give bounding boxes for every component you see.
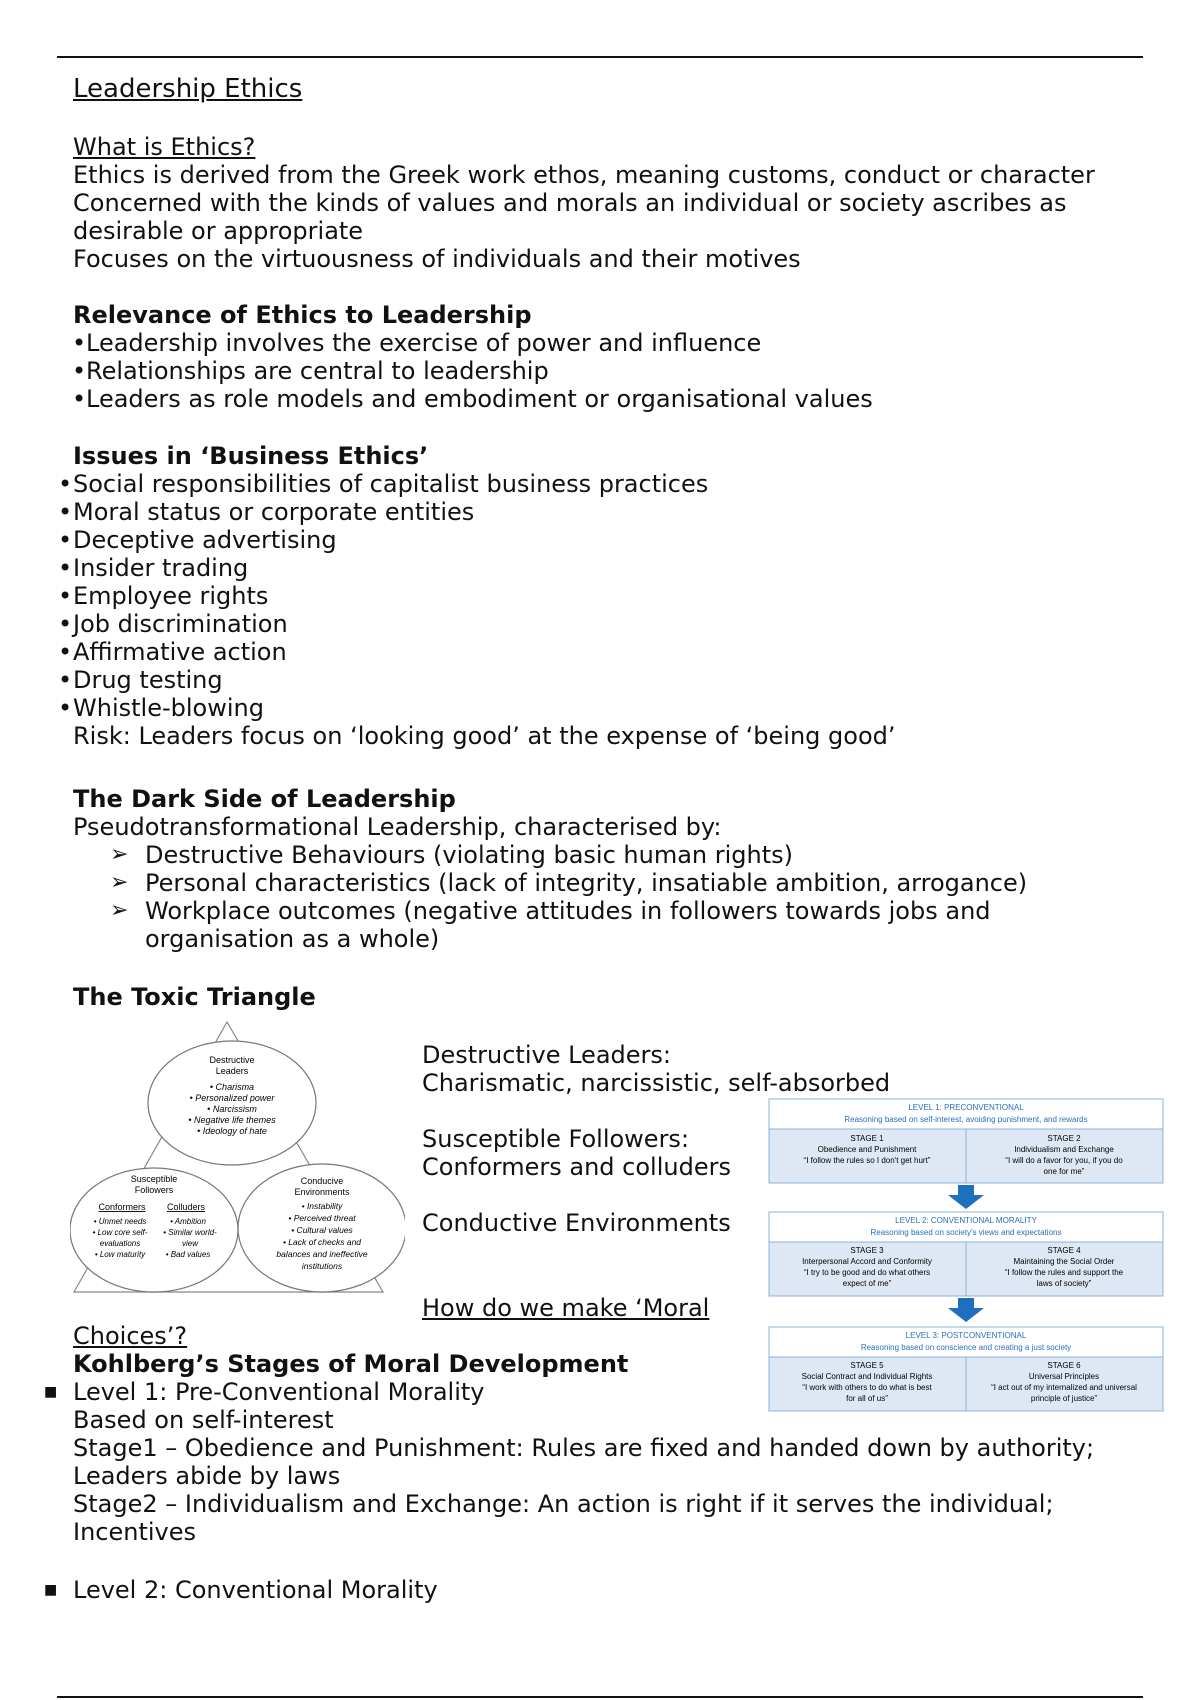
- stage2-quote: one for me”: [1043, 1167, 1085, 1176]
- arrow-bullet-icon: ➢: [110, 842, 129, 867]
- bullet-dot: •: [58, 498, 73, 526]
- level3-title: LEVEL 3: POSTCONVENTIONAL: [905, 1331, 1027, 1340]
- followers-title: Susceptible: [130, 1174, 178, 1184]
- square-bullet-icon: ■: [44, 1582, 58, 1598]
- stage5-quote: for all of us”: [846, 1394, 888, 1403]
- leaders-item: • Negative life themes: [188, 1115, 276, 1125]
- down-arrow-icon: [948, 1185, 984, 1209]
- stage3-quote: expect of me”: [842, 1279, 892, 1288]
- toxic-label: Conformers and colluders: [422, 1153, 731, 1181]
- what-heading: What is Ethics?: [73, 133, 256, 161]
- what-line: desirable or appropriate: [73, 217, 364, 245]
- stage4-label: STAGE 4: [1047, 1246, 1081, 1255]
- level3-subtitle: Reasoning based on conscience and creating a just society: [860, 1343, 1072, 1352]
- stage4-quote: laws of society”: [1036, 1279, 1092, 1288]
- stage2-name: Individualism and Exchange: [1014, 1145, 1114, 1154]
- toxic-triangle-diagram: [70, 1020, 405, 1295]
- kohlberg-line: Leaders abide by laws: [73, 1462, 341, 1490]
- stage3-quote: “I try to be good and do what others: [803, 1268, 931, 1277]
- bullet-dot: •: [72, 357, 87, 385]
- leaders-title: Destructive: [209, 1055, 255, 1065]
- environments-item: • Perceived threat: [288, 1213, 356, 1223]
- leaders-item: • Charisma: [209, 1082, 255, 1092]
- stage5-label: STAGE 5: [850, 1361, 884, 1370]
- stage1-quote: “I follow the rules so I don't get hurt”: [803, 1156, 931, 1165]
- colluder-item: • Ambition: [170, 1217, 206, 1226]
- kohlberg-stages-diagram: [768, 1098, 1164, 1416]
- level2-title: LEVEL 2: CONVENTIONAL MORALITY: [895, 1216, 1037, 1225]
- conformer-item: evaluations: [99, 1239, 141, 1248]
- environments-item: balances and ineffective: [276, 1249, 368, 1259]
- followers-title: Followers: [134, 1185, 174, 1195]
- stage4-name: Maintaining the Social Order: [1013, 1257, 1115, 1266]
- kohlberg-heading: Kohlberg’s Stages of Moral Development: [73, 1350, 629, 1378]
- issues-item: Drug testing: [73, 666, 223, 694]
- stage4-quote: “I follow the rules and support the: [1004, 1268, 1124, 1277]
- kohlberg-line: Based on self-interest: [73, 1406, 334, 1434]
- conformer-item: • Low core self-: [92, 1228, 148, 1237]
- square-bullet-icon: ■: [44, 1384, 58, 1400]
- moral-heading: How do we make ‘Moral: [422, 1294, 710, 1322]
- stage6-quote: “I act out of my internalized and universal: [991, 1383, 1137, 1392]
- kohlberg-line: Stage2 – Individualism and Exchange: An action is right if it serves the individual;: [73, 1490, 1054, 1518]
- arrow-bullet-icon: ➢: [110, 870, 129, 895]
- issues-item: Social responsibilities of capitalist business practices: [73, 470, 709, 498]
- level2-subtitle: Reasoning based on society's views and expectations: [870, 1228, 1062, 1237]
- colluder-item: • Similar world-: [163, 1228, 217, 1237]
- conformer-item: • Unmet needs: [93, 1217, 147, 1226]
- bullet-dot: •: [58, 694, 73, 722]
- toxic-label: Charismatic, narcissistic, self-absorbed: [422, 1069, 891, 1097]
- stage6-quote: principle of justice”: [1030, 1394, 1098, 1403]
- bullet-dot: •: [58, 610, 73, 638]
- toxic-heading: The Toxic Triangle: [73, 983, 316, 1011]
- colluder-item: view: [181, 1239, 199, 1248]
- stage1-label: STAGE 1: [850, 1134, 884, 1143]
- bullet-dot: •: [58, 526, 73, 554]
- moral-heading-cont: Choices’?: [73, 1322, 188, 1350]
- environments-item: institutions: [301, 1261, 343, 1271]
- issues-item: Whistle-blowing: [73, 694, 264, 722]
- bullet-dot: •: [72, 385, 87, 413]
- bullet-dot: •: [58, 470, 73, 498]
- stage6-label: STAGE 6: [1047, 1361, 1081, 1370]
- level1-title: LEVEL 1: PRECONVENTIONAL: [908, 1103, 1024, 1112]
- leaders-item: • Personalized power: [189, 1093, 275, 1103]
- issues-item: Job discrimination: [73, 610, 288, 638]
- leaders-item: • Narcissism: [207, 1104, 257, 1114]
- kohlberg-level: Level 1: Pre-Conventional Morality: [73, 1378, 485, 1406]
- leaders-item: • Ideology of hate: [197, 1126, 267, 1136]
- conformers-label: Conformers: [98, 1202, 146, 1212]
- dark-item: organisation as a whole): [145, 925, 440, 953]
- stage1-name: Obedience and Punishment: [817, 1145, 917, 1154]
- bullet-dot: •: [58, 666, 73, 694]
- bullet-dot: •: [72, 329, 87, 357]
- dark-item: Personal characteristics (lack of integrity, insatiable ambition, arrogance): [145, 869, 1028, 897]
- relevance-item: Leadership involves the exercise of power and influence: [86, 329, 762, 357]
- down-arrow-icon: [948, 1298, 984, 1322]
- dark-item: Workplace outcomes (negative attitudes in followers towards jobs and: [145, 897, 991, 925]
- environments-title: Environments: [294, 1187, 350, 1197]
- toxic-label: Susceptible Followers:: [422, 1125, 690, 1153]
- bullet-dot: •: [58, 554, 73, 582]
- colluders-label: Colluders: [166, 1202, 206, 1212]
- issues-item: Deceptive advertising: [73, 526, 337, 554]
- top-rule: [57, 56, 1143, 58]
- stage2-quote: “I will do a favor for you, if you do: [1005, 1156, 1123, 1165]
- environments-title: Conducive: [300, 1176, 344, 1186]
- dark-item: Destructive Behaviours (violating basic human rights): [145, 841, 794, 869]
- relevance-item: Leaders as role models and embodiment or organisational values: [86, 385, 873, 413]
- environments-item: • Lack of checks and: [282, 1237, 362, 1247]
- environments-item: • Cultural values: [291, 1225, 353, 1235]
- toxic-label: Destructive Leaders:: [422, 1041, 671, 1069]
- issues-heading: Issues in ‘Business Ethics’: [73, 442, 429, 470]
- issues-item: Employee rights: [73, 582, 269, 610]
- kohlberg-line: Incentives: [73, 1518, 197, 1546]
- kohlberg-line: Stage1 – Obedience and Punishment: Rules are fixed and handed down by authority;: [73, 1434, 1095, 1462]
- issues-risk: Risk: Leaders focus on ‘looking good’ at the expense of ‘being good’: [73, 722, 896, 750]
- dark-intro: Pseudotransformational Leadership, characterised by:: [73, 813, 722, 841]
- bottom-rule: [57, 1696, 1143, 1698]
- stage5-quote: “I work with others to do what is best: [802, 1383, 932, 1392]
- environments-item: • Instability: [301, 1201, 343, 1211]
- level1-subtitle: Reasoning based on self-interest, avoiding punishment, and rewards: [844, 1115, 1088, 1124]
- issues-item: Moral status or corporate entities: [73, 498, 475, 526]
- leaders-title: Leaders: [215, 1066, 249, 1076]
- kohlberg-level: Level 2: Conventional Morality: [73, 1576, 438, 1604]
- toxic-label: Conductive Environments: [422, 1209, 731, 1237]
- relevance-heading: Relevance of Ethics to Leadership: [73, 301, 532, 329]
- stage3-label: STAGE 3: [850, 1246, 884, 1255]
- what-line: Ethics is derived from the Greek work ethos, meaning customs, conduct or character: [73, 161, 1095, 189]
- stage3-name: Interpersonal Accord and Conformity: [802, 1257, 932, 1266]
- relevance-item: Relationships are central to leadership: [86, 357, 549, 385]
- dark-heading: The Dark Side of Leadership: [73, 785, 456, 813]
- conformer-item: • Low maturity: [94, 1250, 146, 1259]
- arrow-bullet-icon: ➢: [110, 898, 129, 923]
- colluder-item: • Bad values: [165, 1250, 211, 1259]
- issues-item: Insider trading: [73, 554, 249, 582]
- bullet-dot: •: [58, 582, 73, 610]
- stage5-name: Social Contract and Individual Rights: [801, 1372, 933, 1381]
- page-title: Leadership Ethics: [73, 74, 303, 104]
- stage6-name: Universal Principles: [1028, 1372, 1100, 1381]
- what-line: Concerned with the kinds of values and morals an individual or society ascribes as: [73, 189, 1067, 217]
- stage2-label: STAGE 2: [1047, 1134, 1081, 1143]
- bullet-dot: •: [58, 638, 73, 666]
- what-line: Focuses on the virtuousness of individuals and their motives: [73, 245, 801, 273]
- issues-item: Affirmative action: [73, 638, 287, 666]
